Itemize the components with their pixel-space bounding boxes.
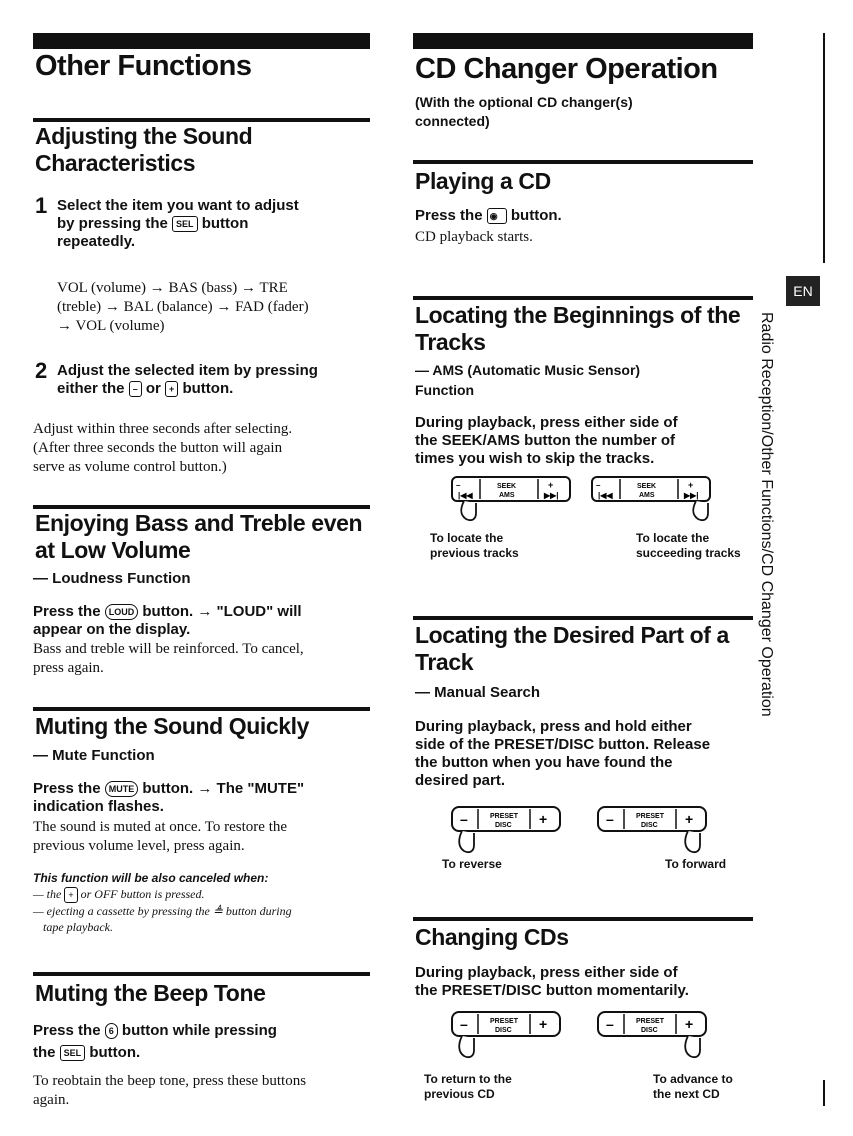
svg-text:▶▶|: ▶▶|: [544, 491, 559, 500]
svg-text:▶▶|: ▶▶|: [684, 491, 699, 500]
caption-line: To locate the: [430, 531, 504, 545]
left-top-bar: [33, 33, 370, 49]
instr-text: button while pressing: [121, 1022, 277, 1039]
heading-line: Locating the Beginnings of the: [415, 302, 741, 328]
section-rule: [413, 917, 753, 921]
svg-text:+: +: [688, 480, 694, 490]
mute-note: [33, 870, 368, 935]
heading-line: Characteristics: [35, 150, 196, 176]
note-line: Adjust within three seconds after selecting.: [33, 421, 293, 437]
step-number: 2: [35, 358, 48, 383]
disc-label: DISC: [641, 822, 658, 829]
preset-label: PRESET: [490, 1018, 519, 1025]
minus-button-icon: –: [129, 381, 142, 397]
svg-text:–: –: [606, 1016, 614, 1032]
step-text: Adjust the selected item by pressing: [57, 362, 318, 379]
section-rule: [33, 972, 370, 976]
instr-text: Press the: [33, 780, 101, 797]
section-rule: [413, 296, 753, 300]
seek-ams-right-diagram: [590, 475, 712, 525]
disc-label: DISC: [495, 822, 512, 829]
step-text: either the: [57, 380, 125, 397]
caption-line: the next CD: [653, 1087, 720, 1101]
disc-label: DISC: [641, 1027, 658, 1034]
beep-button-icon: 6: [105, 1023, 118, 1039]
instr-text: Press the: [415, 207, 483, 224]
heading-line: Locating the Desired Part of a: [415, 622, 729, 648]
svg-text:–: –: [596, 481, 601, 490]
body-line: Bass and treble will be reinforced. To cancel,: [33, 641, 304, 657]
ams-label: AMS: [639, 492, 655, 499]
heading-line: Track: [415, 649, 474, 675]
instr-line: During playback, press and hold either: [415, 718, 692, 735]
section-rule: [413, 616, 753, 620]
subtitle-line: connected): [415, 113, 490, 129]
instr-text: button. → "LOUD" will: [142, 603, 302, 620]
sel-button-icon: SEL: [172, 216, 198, 232]
step-text: or: [145, 380, 161, 397]
caption-next-cd: [653, 1072, 733, 1102]
heading-muting-sound: Muting the Sound Quickly: [35, 713, 310, 739]
seek-ams-left-diagram: [450, 475, 572, 525]
svg-text:|◀◀: |◀◀: [598, 491, 613, 500]
note-line: or OFF button is pressed.: [80, 887, 205, 901]
caption-succeeding-tracks: [636, 531, 741, 561]
heading-playing-cd: Playing a CD: [415, 168, 551, 194]
note-title: This function will be also canceled when:: [33, 871, 269, 885]
sub-line: — AMS (Automatic Music Sensor): [415, 362, 641, 378]
instr-text: button.: [89, 1044, 141, 1061]
loudness-instruction: [33, 603, 368, 639]
heading-muting-beep: Muting the Beep Tone: [35, 980, 266, 1006]
instr-line: desired part.: [415, 772, 506, 789]
step-text: button.: [182, 380, 234, 397]
svg-text:–: –: [606, 811, 614, 827]
adjust-note: [33, 420, 368, 477]
instr-line: the SEEK/AMS button the number of: [415, 432, 675, 449]
body-line: again.: [33, 1092, 70, 1108]
body-line: previous volume level, press again.: [33, 838, 245, 854]
instr-line: During playback, press either side of: [415, 964, 678, 981]
instr-text: the: [33, 1044, 56, 1061]
svg-text:+: +: [548, 480, 554, 490]
instr-line: side of the PRESET/DISC button. Release: [415, 736, 711, 753]
svg-text:–: –: [456, 481, 461, 490]
sequence-list: [57, 279, 367, 336]
heading-locating-desired-part: [415, 622, 729, 676]
subheading-loudness: — Loudness Function: [33, 570, 191, 587]
playing-instruction: [415, 207, 562, 225]
section-rule: [33, 707, 370, 711]
preset-disc-reverse-diagram: [450, 805, 562, 857]
sequence-line: (treble) → BAL (balance) → FAD (fader): [57, 299, 309, 315]
section-rule: [33, 118, 370, 122]
caption-forward: To forward: [665, 857, 727, 871]
note-line: — the: [33, 887, 62, 901]
heading-line: at Low Volume: [35, 537, 191, 563]
ams-label: AMS: [499, 492, 515, 499]
caption-reverse: To reverse: [442, 857, 502, 871]
heading-line: Tracks: [415, 329, 486, 355]
instr-text: Press the: [33, 1022, 101, 1039]
svg-text:|◀◀: |◀◀: [458, 491, 473, 500]
heading-locating-beginnings: [415, 302, 740, 356]
instr-line: times you wish to skip the tracks.: [415, 450, 655, 467]
section-rule: [33, 505, 370, 509]
ams-instruction: [415, 414, 755, 468]
right-top-bar: [413, 33, 753, 49]
caption-previous-cd: [424, 1072, 512, 1102]
section-rule: [413, 160, 753, 164]
sel-button-icon: SEL: [60, 1045, 86, 1061]
page-title-cd-changer: CD Changer Operation: [415, 53, 718, 85]
heading-adjusting-sound: [35, 123, 252, 177]
subheading-ams: [415, 360, 640, 400]
note-line: serve as volume control button.): [33, 459, 227, 475]
body-line: press again.: [33, 660, 104, 676]
note-line: (After three seconds the button will again: [33, 440, 283, 456]
preset-disc-previous-cd-diagram: [450, 1010, 562, 1062]
playing-body: CD playback starts.: [415, 229, 533, 245]
caption-line: To advance to: [653, 1072, 733, 1086]
svg-text:+: +: [685, 1016, 694, 1032]
preset-disc-next-cd-diagram: [596, 1010, 708, 1062]
caption-line: To locate the: [636, 531, 710, 545]
instr-text: button. → The "MUTE": [142, 780, 305, 797]
step-1: [35, 193, 365, 251]
side-section-label: [757, 312, 779, 732]
heading-changing-cds: Changing CDs: [415, 924, 569, 950]
instr-text: Press the: [33, 603, 101, 620]
sub-line: Function: [415, 382, 475, 398]
mute-body: [33, 818, 368, 856]
instr-text: indication flashes.: [33, 798, 164, 815]
beep-instruction: [33, 1020, 368, 1064]
loudness-body: [33, 640, 368, 678]
manual-search-instruction: [415, 718, 755, 790]
cd-changer-subtitle: [415, 93, 633, 131]
svg-text:–: –: [460, 811, 468, 827]
caption-line: succeeding tracks: [636, 546, 741, 560]
preset-label: PRESET: [490, 813, 519, 820]
page-title-other-functions: Other Functions: [35, 50, 252, 82]
heading-line: Enjoying Bass and Treble even: [35, 510, 363, 536]
instr-line: the PRESET/DISC button momentarily.: [415, 982, 689, 999]
step-text: by pressing the: [57, 215, 168, 232]
instr-line: During playback, press either side of: [415, 414, 678, 431]
loud-button-icon: LOUD: [105, 604, 139, 620]
note-line: tape playback.: [43, 920, 113, 935]
body-line: To reobtain the beep tone, press these buttons: [33, 1073, 307, 1089]
caption-line: previous CD: [424, 1087, 495, 1101]
seek-label: SEEK: [637, 483, 657, 490]
side-divider: [823, 33, 825, 263]
instr-line: the button when you have found the: [415, 754, 673, 771]
language-tab-en: EN: [786, 276, 820, 306]
svg-text:+: +: [539, 1016, 548, 1032]
beep-body: [33, 1072, 368, 1110]
cd-source-button-icon: ◉: [487, 208, 507, 224]
subheading-mute: — Mute Function: [33, 747, 155, 764]
svg-text:–: –: [460, 1016, 468, 1032]
body-line: The sound is muted at once. To restore the: [33, 819, 288, 835]
sequence-line: VOL (volume) → BAS (bass) → TRE: [57, 280, 288, 296]
step-2: [35, 358, 365, 398]
sequence-line: → VOL (volume): [57, 318, 165, 334]
changing-cds-instruction: [415, 964, 755, 1000]
step-text: button: [201, 215, 249, 232]
svg-text:+: +: [685, 811, 694, 827]
seek-label: SEEK: [497, 483, 517, 490]
heading-bass-treble: [35, 510, 362, 564]
step-text: Select the item you want to adjust: [57, 197, 299, 214]
note-line: — ejecting a cassette by pressing the ≜ button during: [33, 904, 292, 919]
caption-line: To return to the: [424, 1072, 512, 1086]
subtitle-line: (With the optional CD changer(s): [415, 94, 633, 110]
plus-button-icon: +: [64, 887, 77, 903]
side-section-text: Radio Reception/Other Functions/CD Changer Operation: [758, 312, 775, 717]
instr-text: button.: [510, 207, 562, 224]
preset-label: PRESET: [636, 813, 665, 820]
heading-line: Adjusting the Sound: [35, 123, 253, 149]
svg-text:+: +: [539, 811, 548, 827]
step-text: repeatedly.: [57, 233, 136, 250]
caption-line: previous tracks: [430, 546, 519, 560]
mute-button-icon: MUTE: [105, 781, 139, 797]
disc-label: DISC: [495, 1027, 512, 1034]
subheading-manual-search: — Manual Search: [415, 684, 541, 701]
caption-previous-tracks: [430, 531, 519, 561]
mute-instruction: [33, 780, 368, 816]
preset-disc-forward-diagram: [596, 805, 708, 857]
plus-button-icon: +: [165, 381, 178, 397]
preset-label: PRESET: [636, 1018, 665, 1025]
side-divider-bottom: [823, 1080, 825, 1106]
step-number: 1: [35, 193, 48, 218]
instr-text: appear on the display.: [33, 621, 191, 638]
